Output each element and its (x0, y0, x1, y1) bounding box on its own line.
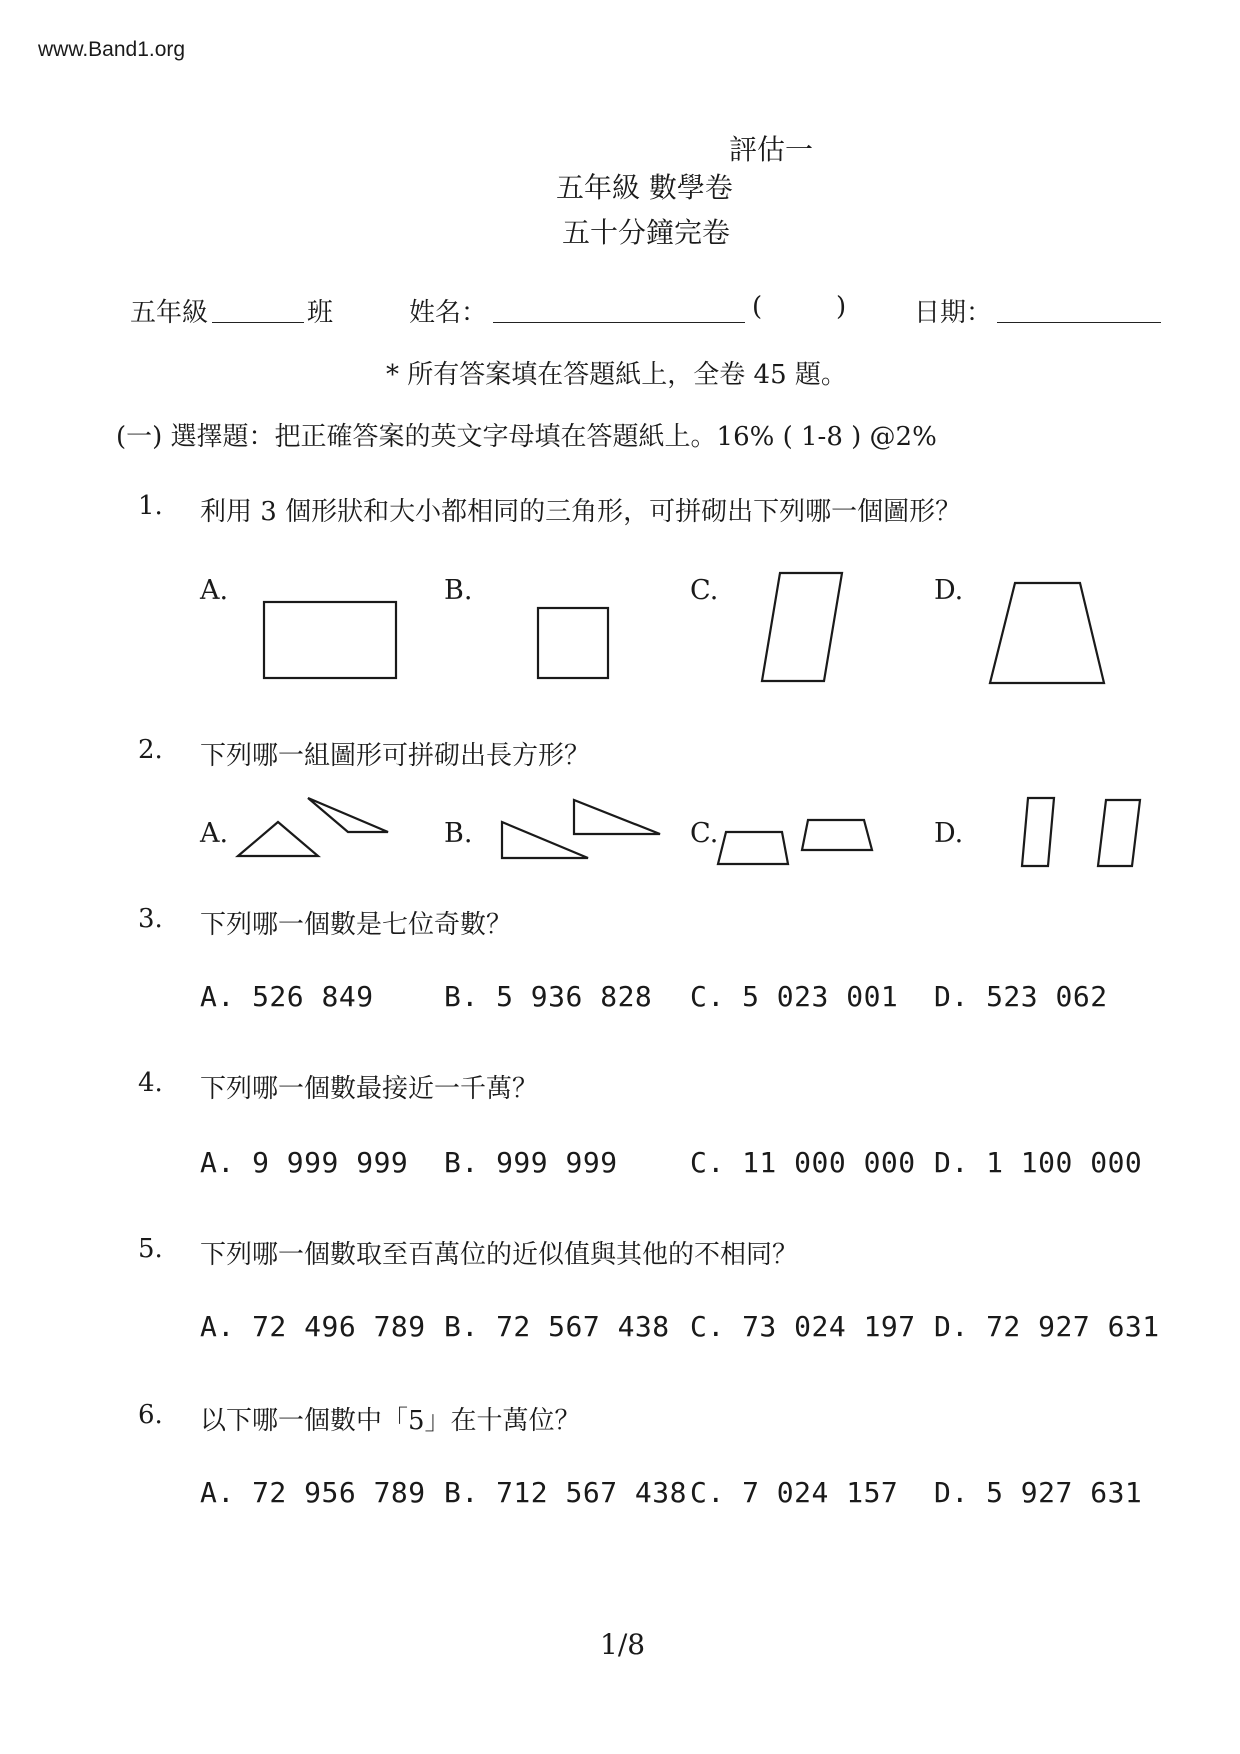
option-b[interactable]: B. 999 999 (444, 1146, 618, 1179)
option-d[interactable]: D. 72 927 631 (934, 1310, 1160, 1343)
option-a[interactable]: A. 526 849 (200, 980, 374, 1013)
date-label: 日期： (914, 298, 993, 328)
isosceles-triangles-pair (236, 796, 396, 860)
question-number: 6. (138, 1400, 163, 1430)
option-c[interactable]: C. 73 024 197 (690, 1310, 916, 1343)
square-shape (536, 606, 610, 680)
duration-title: 五十分鐘完卷 (562, 216, 731, 249)
question-text: 下列哪一個數是七位奇數？ (200, 910, 513, 940)
option-label-d: D. (934, 575, 964, 606)
trapezoids-pair (716, 818, 876, 866)
option-label-c: C. (690, 818, 719, 849)
option-d[interactable]: D. 1 100 000 (934, 1146, 1143, 1179)
grade-subject-title: 五年級 數學卷 (556, 171, 733, 204)
option-d[interactable]: D. 523 062 (934, 980, 1108, 1013)
question-number: 3. (138, 904, 163, 934)
page-number: 1/8 (600, 1628, 646, 1661)
instruction-note: * 所有答案填在答題紙上，全卷 45 題。 (386, 360, 847, 390)
question-text: 下列哪一個數最接近一千萬？ (200, 1074, 539, 1104)
option-label-b: B. (444, 818, 473, 849)
rectangle-shape (262, 600, 398, 680)
option-c[interactable]: C. 7 024 157 (690, 1476, 899, 1509)
class-number-close: ) (836, 292, 847, 322)
option-a[interactable]: A. 72 956 789 (200, 1476, 426, 1509)
question-number: 2. (138, 735, 163, 765)
trapezoid-shape (988, 581, 1106, 685)
section-heading: (一) 選擇題：把正確答案的英文字母填在答題紙上。16% ( 1-8 ) @2% (116, 422, 937, 452)
parallelograms-pair (1018, 796, 1146, 868)
option-a[interactable]: A. 9 999 999 (200, 1146, 409, 1179)
option-label-d: D. (934, 818, 964, 849)
option-label-c: C. (690, 575, 719, 606)
parallelogram-shape (758, 571, 844, 683)
option-c[interactable]: C. 5 023 001 (690, 980, 899, 1013)
grade-label: 五年級 (130, 298, 209, 328)
option-c[interactable]: C. 11 000 000 (690, 1146, 916, 1179)
option-label-a: A. (200, 818, 229, 849)
class-blank[interactable] (212, 322, 304, 323)
question-text: 利用 3 個形狀和大小都相同的三角形，可拼砌出下列哪一個圖形？ (200, 497, 962, 527)
name-blank[interactable] (493, 322, 745, 323)
question-text: 下列哪一個數取至百萬位的近似值與其他的不相同？ (200, 1240, 799, 1270)
website-url: www.Band1.org (38, 38, 186, 61)
question-text: 下列哪一組圖形可拼砌出長方形？ (200, 741, 591, 771)
class-label: 班 (307, 298, 334, 328)
name-label: 姓名： (409, 298, 488, 328)
option-b[interactable]: B. 712 567 438 (444, 1476, 688, 1509)
option-label-b: B. (444, 575, 473, 606)
class-number-open: ( (752, 292, 763, 322)
option-b[interactable]: B. 72 567 438 (444, 1310, 670, 1343)
question-number: 4. (138, 1068, 163, 1098)
question-number: 5. (138, 1234, 163, 1264)
question-text: 以下哪一個數中「5」在十萬位？ (200, 1406, 581, 1436)
option-b[interactable]: B. 5 936 828 (444, 980, 653, 1013)
option-label-a: A. (200, 575, 229, 606)
question-number: 1. (138, 491, 163, 521)
right-triangles-pair (500, 798, 662, 862)
option-d[interactable]: D. 5 927 631 (934, 1476, 1143, 1509)
option-a[interactable]: A. 72 496 789 (200, 1310, 426, 1343)
assessment-title: 評估一 (729, 133, 814, 166)
date-blank[interactable] (997, 322, 1161, 323)
